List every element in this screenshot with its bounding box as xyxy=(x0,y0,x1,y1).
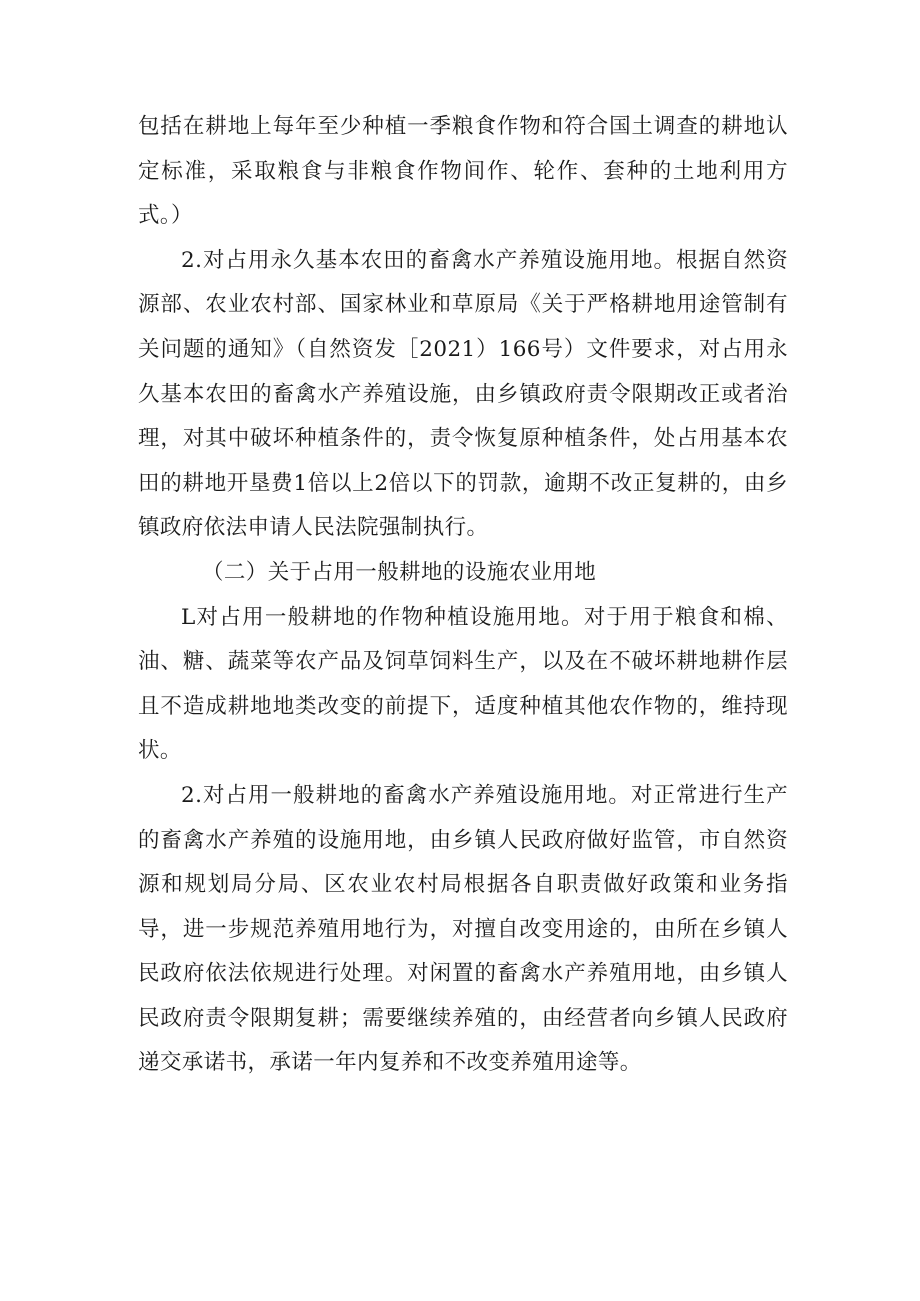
paragraph-continuation: 包括在耕地上每年至少种植一季粮食作物和符合国土调查的耕地认定标准，采取粮食与非粮食作物间作、轮作、套种的土地利用方式。） xyxy=(138,114,788,229)
section-heading-general-farmland: （二）关于占用一般耕地的设施农业用地 xyxy=(202,559,597,585)
paragraph-permanent-farmland-livestock: 2.对占用永久基本农田的畜禽水产养殖设施用地。根据自然资源部、农业农村部、国家林业和草原局《关于严格耕地用途管制有关问题的通知》（自然资发［2021）166号）文件要求，对占用永久基本农田的畜禽水产养殖设施，由乡镇政府责令限期改正或者治理，对其中破坏种植条件的，责令恢复原种植条件，处占用基本农田的耕地开垦费1倍以上2倍以下的罚款，逾期不改正复耕的，由乡镇政府依法申请人民法院强制执行。 xyxy=(138,247,788,541)
document-body xyxy=(138,105,788,1086)
paragraph-general-farmland-crops: L对占用一般耕地的作物种植设施用地。对于用于粮食和棉、油、糖、蔬菜等农产品及饲草饲料生产，以及在不破坏耕地耕作层且不造成耕地地类改变的前提下，适度种植其他农作物的，维持现状。 xyxy=(138,604,788,764)
paragraph-general-farmland-livestock: 2.对占用一般耕地的畜禽水产养殖设施用地。对正常进行生产的畜禽水产养殖的设施用地，由乡镇人民政府做好监管，市自然资源和规划局分局、区农业农村局根据各自职责做好政策和业务指导，进一步规范养殖用地行为，对擅自改变用途的，由所在乡镇人民政府依法依规进行处理。对闲置的畜禽水产养殖用地，由乡镇人民政府责令限期复耕；需要继续养殖的，由经营者向乡镇人民政府递交承诺书，承诺一年内复养和不改变养殖用途等。 xyxy=(138,782,788,1076)
